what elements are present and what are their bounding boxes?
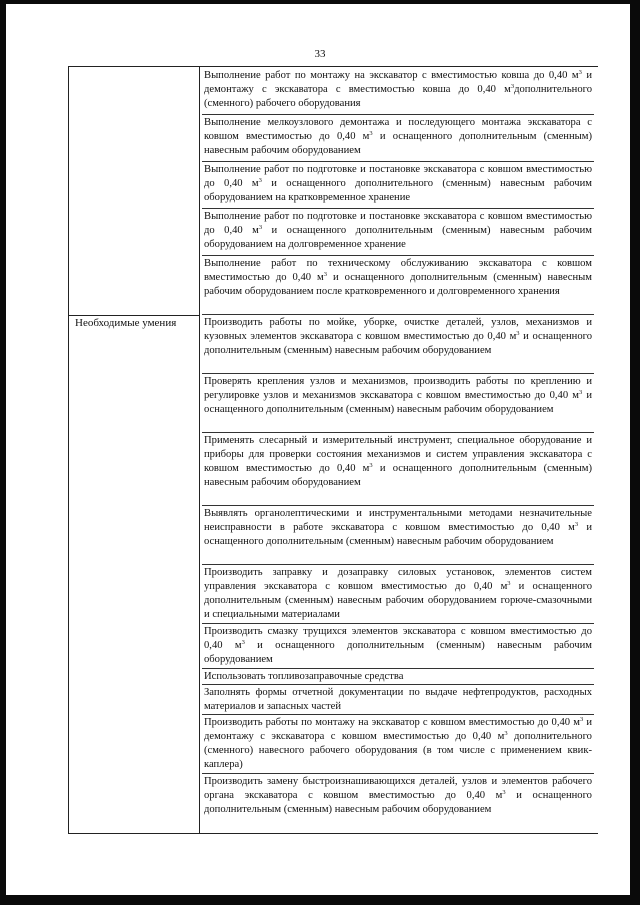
column-divider xyxy=(199,67,200,833)
table-cell: Выполнение работ по техническому обслуживанию экскаватора с ковшом вместимостью до 0,40 $м^3$ и оснащенного дополнительным (сменным) навесным рабочим оборудованием после кратковременного и долговременного хранения xyxy=(202,257,594,315)
section-divider xyxy=(69,315,200,316)
page-number: 33 xyxy=(314,48,326,60)
table-cell: Производить смазку трущихся элементов экскаватора с ковшом вместимостью до 0,40 $м^3$ и оснащенного дополнительным (сменным) навесным рабочим оборудованием xyxy=(202,625,594,669)
table-cell: Производить работы по мойке, уборке, очистке деталей, узлов, механизмов и кузовных элементов экскаватора с ковшом вместимостью до 0,40 $м^3$ и оснащенного дополнительным (сменным) навесным рабочим оборудованием xyxy=(202,316,594,374)
table-cell: Заполнять формы отчетной документации по выдаче нефтепродуктов, расходных материалов и запасных частей xyxy=(202,686,594,715)
section-label-skills: Необходимые умения xyxy=(75,317,177,329)
table-cell: Производить заправку и дозаправку силовых установок, элементов систем управления экскаватора с ковшом вместимостью до 0,40 $м^3$ и оснащенного дополнительным (сменным) навесным рабочим оборудованием горюче-смазочными и специальными материалами xyxy=(202,566,594,624)
table-cell: Использовать топливозаправочные средства xyxy=(202,670,594,685)
table-cell: Производить замену быстроизнашивающихся деталей, узлов и элементов рабочего органа экскаватора с ковшом вместимостью до 0,40 $м^3$ и оснащенного дополнительным (сменным) навесным рабочим оборудованием xyxy=(204,776,592,815)
table-cell: Выявлять органолептическими и инструментальными методами незначительные неисправности в работе экскаватора с ковшом вместимостью до 0,40 $м^3$ и оснащенного дополнительным (сменным) навесным рабочим оборудованием xyxy=(202,507,594,565)
table-cell: Выполнение работ по подготовке и постановке экскаватора с ковшом вместимостью до 0,40 $м^3$ и оснащенного дополнительного (сменным) навесным рабочим оборудованием на кратковременное хранение xyxy=(202,163,594,209)
table-cell: Выполнение работ по подготовке и постановке экскаватора с ковшом вместимостью до 0,40 $м^3$ и оснащенного дополнительным (сменным) навесным рабочим оборудованием на долговременное хранение xyxy=(202,210,594,256)
table-cell: Производить работы по монтажу на экскаватор с ковшом вместимостью до 0,40 $м^3$ и демонтажу с экскаватора с ковшом вместимостью до 0,40 $м^3$ дополнительного (сменного) навесного рабочего оборудования (в том числе с применением квик-каплера) xyxy=(202,716,594,774)
table-cell: Применять слесарный и измерительный инструмент, специальное оборудование и приборы для проверки состояния механизмов и систем управления экскаватора с ковшом вместимостью до 0,40 $м^3$ и оснащенного дополнительным (сменным) навесным рабочим оборудованием xyxy=(202,434,594,506)
table-cell: Проверять крепления узлов и механизмов, производить работы по креплению и регулировке узлов и механизмов экскаватора с ковшом вместимостью до 0,40 $м^3$ и оснащенного дополнительным (сменным) навесным рабочим оборудованием xyxy=(202,375,594,433)
table-cell: Выполнение работ по монтажу на экскаватор с вместимостью ковша до 0,40 $м^3$ и демонтажу с экскаватора с вместимостью ковша до 0,40 $м^3дополнительного$ (сменного) рабочего оборудования xyxy=(202,69,594,115)
requirements-table xyxy=(68,66,598,834)
table-cell: Выполнение мелкоузлового демонтажа и последующего монтажа экскаватора с ковшом вместимостью до 0,40 $м^3$ и оснащенного дополнительным (сменным) навесным рабочим оборудованием xyxy=(202,116,594,162)
